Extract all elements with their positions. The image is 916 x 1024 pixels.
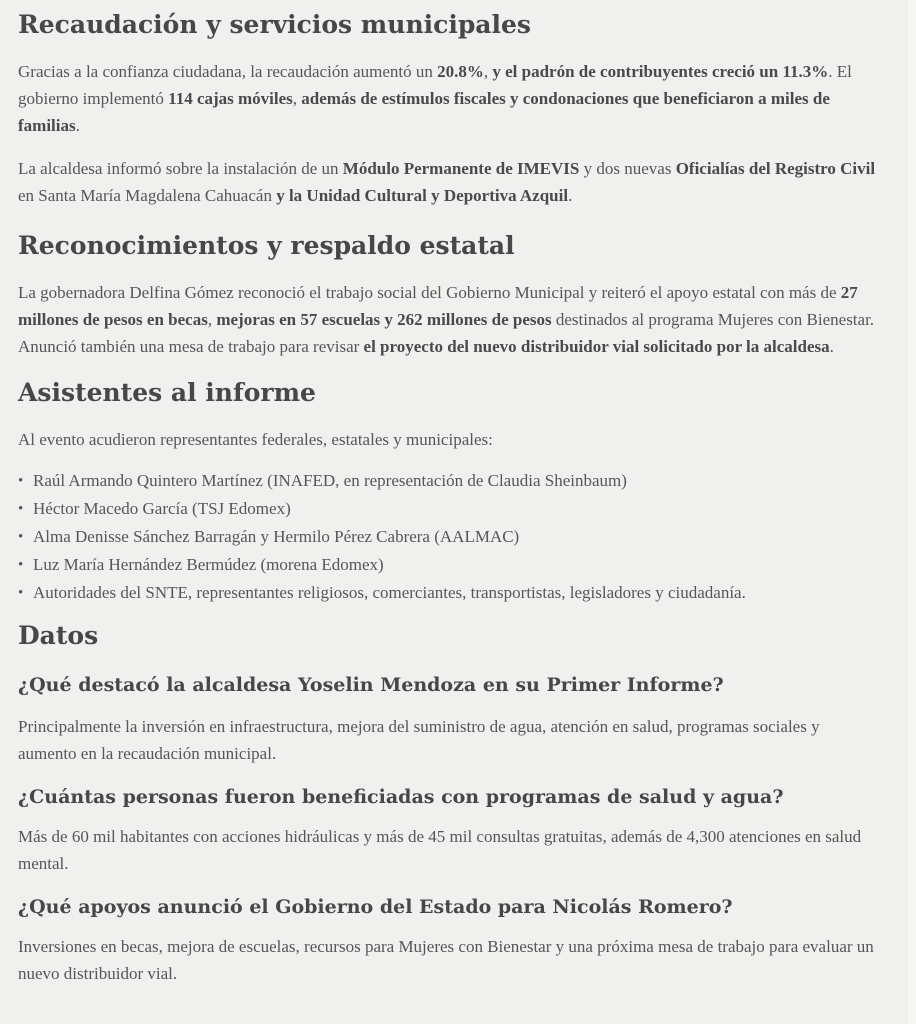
bullet-marker: • <box>18 557 24 573</box>
bullet-marker: • <box>18 473 24 489</box>
section-reconocimientos <box>18 229 878 360</box>
qa-answer-2: Más de 60 mil habitantes con acciones hidráulicas y más de 45 mil consultas gratuitas, además de 4,300 atenciones en salud mental. <box>18 827 862 873</box>
qa-block <box>18 893 878 987</box>
qa-block <box>18 783 878 877</box>
list-item-text: Raúl Armando Quintero Martínez (INAFED, en representación de Claudia Sheinbaum) <box>33 471 627 490</box>
qa-question-3: ¿Qué apoyos anunció el Gobierno del Estado para Nicolás Romero? <box>18 896 733 918</box>
section-recaudacion <box>18 8 878 209</box>
list-item <box>18 467 878 495</box>
section-title-recaudacion: Recaudación y servicios municipales <box>18 10 531 39</box>
bullet-marker: • <box>18 529 24 545</box>
bullet-marker: • <box>18 585 24 601</box>
qa-answer-1: Principalmente la inversión en infraestructura, mejora del suministro de agua, atención en salud, programas sociales y aumento en la recaudación municipal. <box>18 717 820 763</box>
list-item <box>18 551 878 579</box>
bullet-marker: • <box>18 501 24 517</box>
section-title-reconocimientos: Reconocimientos y respaldo estatal <box>18 231 515 260</box>
qa-answer-3: Inversiones en becas, mejora de escuelas, recursos para Mujeres con Bienestar y una próxima mesa de trabajo para evaluar un nuevo distribuidor vial. <box>18 937 874 983</box>
qa-question-2: ¿Cuántas personas fueron beneficiadas con programas de salud y agua? <box>18 786 784 808</box>
list-item <box>18 495 878 523</box>
qa-question-1: ¿Qué destacó la alcaldesa Yoselin Mendoza en su Primer Informe? <box>18 674 724 696</box>
list-item-text: Autoridades del SNTE, representantes religiosos, comerciantes, transportistas, legisladores y ciudadanía. <box>33 583 746 602</box>
paragraph-recaudacion-1: Gracias a la confianza ciudadana, la recaudación aumentó un 20.8%, y el padrón de contribuyentes creció un 11.3%. El gobierno implementó 114 cajas móviles, además de estímulos fiscales y condonaciones que beneficiaron a miles de familias. <box>18 62 852 135</box>
section-title-asistentes: Asistentes al informe <box>18 378 316 407</box>
section-datos <box>18 619 878 987</box>
list-item-text: Héctor Macedo García (TSJ Edomex) <box>33 499 291 518</box>
section-title-datos: Datos <box>18 621 99 650</box>
list-item-text: Luz María Hernández Bermúdez (morena Edomex) <box>33 555 384 574</box>
paragraph-recaudacion-2: La alcaldesa informó sobre la instalación de un Módulo Permanente de IMEVIS y dos nuevas Oficialías del Registro Civil en Santa María Magdalena Cahuacán y la Unidad Cultural y Deportiva Azquil. <box>18 159 876 205</box>
list-item <box>18 523 878 551</box>
paragraph-reconocimientos-1: La gobernadora Delfina Gómez reconoció el trabajo social del Gobierno Municipal y reiteró el apoyo estatal con más de 27 millones de pesos en becas, mejoras en 57 escuelas y 262 millones de pesos destinados al programa Mujeres con Bienestar. Anunció también una mesa de trabajo para revisar el proyecto del nuevo distribuidor vial solicitado por la alcaldesa. <box>18 283 875 356</box>
qa-block <box>18 671 878 767</box>
scrollbar-track <box>908 0 916 1024</box>
attendee-list <box>18 467 878 607</box>
list-item <box>18 579 878 607</box>
paragraph-asistentes-intro: Al evento acudieron representantes federales, estatales y municipales: <box>18 430 493 449</box>
list-item-text: Alma Denisse Sánchez Barragán y Hermilo Pérez Cabrera (AALMAC) <box>33 527 520 546</box>
section-asistentes <box>18 376 878 607</box>
